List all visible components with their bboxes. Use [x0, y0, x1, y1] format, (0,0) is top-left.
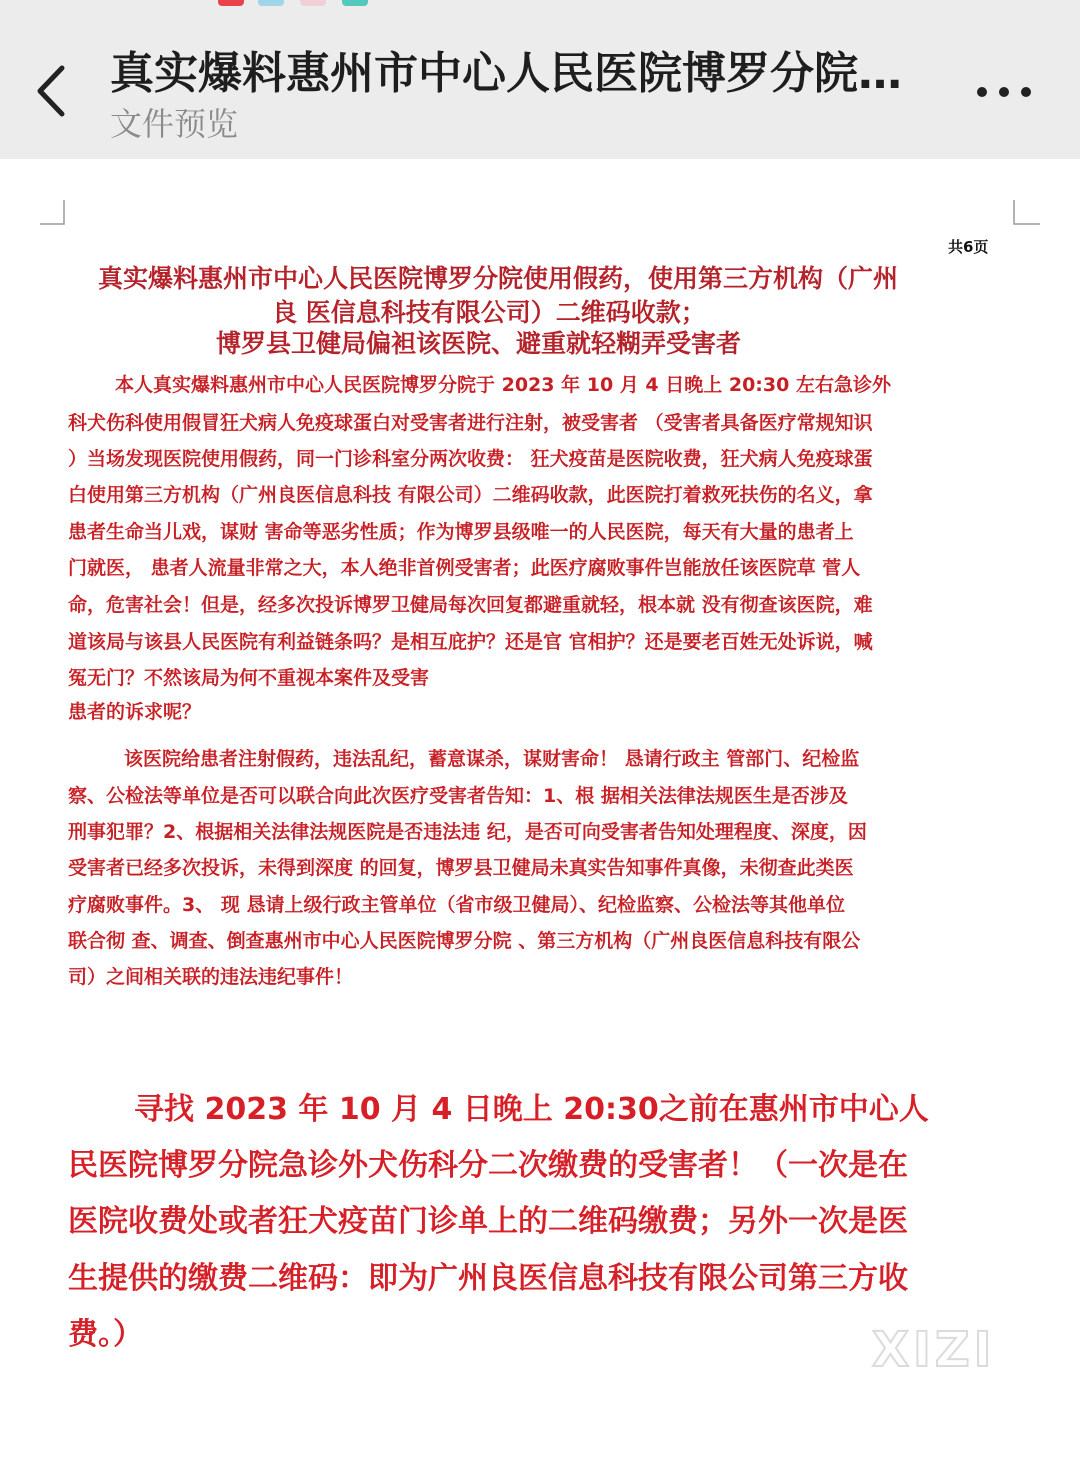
paragraph-line: 刑事犯罪？2、根据相关法律法规医院是否违法违 纪，是否可向受害者告知处理程度、深度，因	[68, 821, 867, 843]
document-title: 真实爆料惠州市中心人民医院博罗分院…	[110, 48, 902, 99]
watermark-logo: XIZI	[872, 1322, 996, 1378]
notification-icon	[342, 0, 368, 6]
paragraph-line: 该医院给患者注射假药，违法乱纪，蓄意谋杀，谋财害命！ 恳请行政主 管部门、纪检监	[124, 748, 860, 770]
more-options-icon	[972, 72, 1036, 112]
notification-icon	[300, 0, 326, 6]
page-count: 共6页	[948, 238, 989, 256]
doc-title-line: 良 医信息科技有限公司）二维码收款；	[272, 298, 706, 327]
doc-title-line: 真实爆料惠州市中心人民医院博罗分院使用假药，使用第三方机构（广州	[98, 264, 899, 293]
paragraph-line: ）当场发现医院使用假药，同一门诊科室分两次收费： 狂犬疫苗是医院收费，狂犬病人免疫球蛋	[68, 448, 873, 470]
more-options-button[interactable]	[972, 72, 1036, 112]
highlight-line: 生提供的缴费二维码：即为广州良医信息科技有限公司第三方收	[68, 1261, 908, 1296]
paragraph-line: 门就医， 患者人流量非常之大，本人绝非首例受害者；此医疗腐败事件岂能放任该医院草 菅人	[68, 557, 861, 579]
paragraph-line: 疗腐败事件。3、 现 恳请上级行政主管单位（省市级卫健局）、纪检监察、公检法等其他单位	[68, 894, 845, 916]
highlight-line: 费。）	[68, 1317, 143, 1352]
status-bar	[0, 0, 1080, 14]
paragraph-line: 白使用第三方机构（广州良医信息科技 有限公司）二维码收款，此医院打着救死扶伤的名义，拿	[68, 484, 873, 506]
paragraph-line: 冤无门？不然该局为何不重视本案件及受害	[68, 667, 430, 689]
notification-icon	[258, 0, 284, 6]
highlight-line: 医院收费处或者狂犬疫苗门诊单上的二维码缴费；另外一次是医	[68, 1204, 908, 1239]
paragraph-line: 患者的诉求呢？	[68, 701, 202, 723]
notification-icon	[218, 0, 244, 6]
paragraph-line: 患者生命当儿戏，谋财 害命等恶劣性质；作为博罗县级唯一的人民医院，每天有大量的患者上	[68, 521, 854, 543]
page-corner-mark	[40, 200, 70, 226]
back-arrow-icon	[30, 56, 80, 126]
doc-title-line: 博罗县卫健局偏袒该医院、避重就轻糊弄受害者	[216, 329, 742, 358]
paragraph-line: 司）之间相关联的违法违纪事件！	[68, 966, 354, 988]
page-corner-mark	[1012, 200, 1042, 226]
highlight-line: 民医院博罗分院急诊外犬伤科分二次缴费的受害者！（一次是在	[68, 1148, 908, 1183]
paragraph-line: 察、公检法等单位是否可以联合向此次医疗受害者告知：1、根 据相关法律法规医生是否涉及	[68, 785, 848, 807]
header-subtitle: 文件预览	[110, 105, 239, 143]
paragraph-line: 联合彻 查、调查、倒查惠州市中心人民医院博罗分院 、第三方机构（广州良医信息科技有限公	[68, 930, 861, 952]
paragraph-line: 受害者已经多次投诉，未得到深度 的回复，博罗县卫健局未真实告知事件真像，未彻查此类医	[68, 857, 854, 879]
paragraph-line: 科犬伤科使用假冒狂犬病人免疫球蛋白对受害者进行注射，被受害者 （受害者具备医疗常规知识	[68, 412, 873, 434]
back-button[interactable]	[30, 56, 80, 126]
paragraph-line: 本人真实爆料惠州市中心人民医院博罗分院于 2023 年 10 月 4 日晚上 20:30 左右急诊外	[115, 374, 891, 396]
paragraph-line: 道该局与该县人民医院有利益链条吗？是相互庇护？还是官 官相护？还是要老百姓无处诉说，喊	[68, 631, 873, 653]
app-header	[0, 14, 1080, 159]
paragraph-line: 命，危害社会！但是，经多次投诉博罗卫健局每次回复都避重就轻，根本就 没有彻查该医院，难	[68, 594, 873, 616]
highlight-line: 寻找 2023 年 10 月 4 日晚上 20:30之前在惠州市中心人	[134, 1092, 929, 1127]
